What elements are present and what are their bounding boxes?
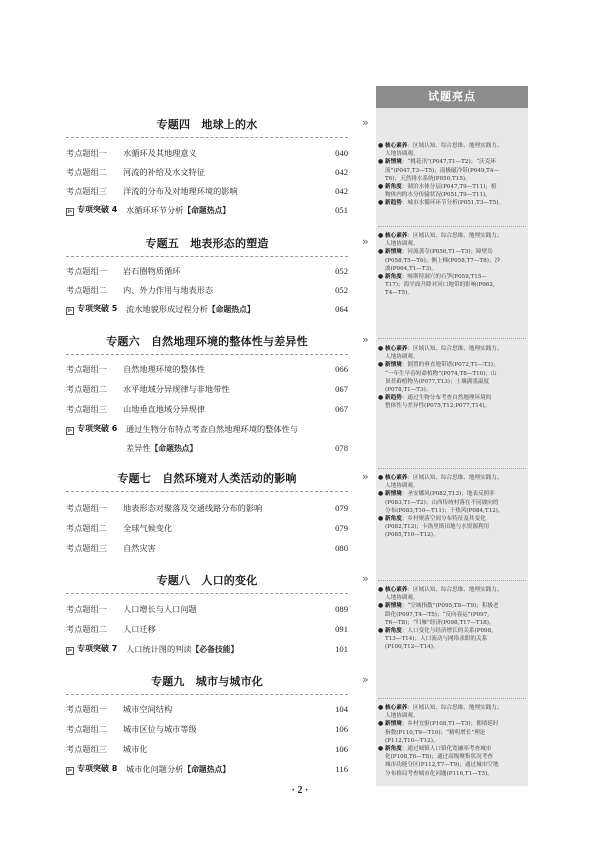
highlight-text: 波(P064,T1—T3)。 [385, 265, 437, 272]
special-label: 专项突破 7 [77, 644, 118, 653]
bullet-icon: ● [378, 232, 384, 239]
highlight-text: 分布格局考查城市化问题(P116,T1—T3)。 [385, 770, 493, 777]
highlight-line [385, 531, 526, 539]
highlight-text: ：城市水循环环节分析(P051,T3—T5)。 [401, 200, 505, 207]
row-page: 051 [335, 205, 348, 215]
highlight-text: ：区域认知、综合思维、地理实践力、 [407, 233, 503, 239]
highlight-key: 新情境 [385, 491, 402, 498]
highlight-line [385, 474, 526, 482]
row-page: 042 [335, 167, 348, 177]
highlight-item [378, 627, 526, 652]
highlight-text: T17)；海平面升降对河口地带的影响(P062, [385, 282, 495, 289]
special-box-icon: ⊳ [67, 647, 73, 654]
highlight-text: ：乡村宜驱(P108,T1—T3)；拥堵延时 [401, 721, 499, 728]
toc-row[interactable] [66, 360, 348, 378]
special-row[interactable] [66, 201, 348, 219]
highlights-header: 试题亮点 [376, 86, 528, 108]
highlight-key: 新趋势 [385, 395, 402, 402]
page-number: · 2 · [291, 785, 309, 796]
row-label: 考点题组一 [66, 364, 107, 374]
special-title: 水循环环节分析 [126, 205, 184, 215]
row-title: 河流的补给及水文特征 [123, 167, 205, 177]
highlight-text: 人地协调观。 [385, 241, 419, 248]
special-tag: 【必备技能】 [191, 645, 239, 654]
highlight-text: 物体内的水分传输状况(P051,T9—T11)。 [385, 192, 491, 199]
highlight-item [378, 273, 526, 298]
row-label: 考点题组一 [66, 604, 107, 614]
row-label: 考点题组三 [66, 186, 107, 196]
row-page: 116 [335, 764, 348, 774]
highlight-divider [378, 580, 526, 581]
bullet-icon: ● [378, 394, 384, 402]
highlight-line [385, 507, 526, 515]
divider [66, 354, 348, 355]
divider [66, 137, 348, 138]
highlight-line [385, 594, 526, 602]
row-title: 自然灾害 [123, 543, 156, 553]
highlight-text: ：“桃花汛”(P047,T1—T2)；“沃克环 [401, 159, 496, 166]
highlight-text: “一年生早春短命植物”(P074,T8—T10)；山 [385, 370, 497, 377]
highlight-item [378, 232, 526, 248]
special-row[interactable] [66, 300, 348, 318]
row-label: 考点题组一 [66, 503, 107, 513]
row-page: 091 [335, 624, 348, 634]
highlight-text: (P100,T12—T14)。 [385, 644, 439, 651]
toc-row[interactable] [66, 262, 348, 280]
bullet-icon: ● [378, 720, 384, 728]
bullet-icon: ● [378, 515, 384, 523]
topic-title[interactable]: 专题五 地表形态的塑造 [145, 237, 269, 250]
highlight-divider [378, 338, 526, 339]
row-title: 岩石圈物质循环 [123, 266, 181, 276]
highlight-text: 整体性与差异性(P075,T12;P077,T14)。 [385, 403, 491, 410]
highlight-line [385, 753, 526, 761]
highlight-line [385, 499, 526, 507]
highlight-text: 人地协调观。 [385, 354, 419, 361]
row-label: 考点题组二 [66, 624, 107, 634]
topic-title[interactable]: 专题八 人口的变化 [156, 574, 258, 587]
special-box-icon: ⊳ [67, 208, 73, 215]
topic-section [66, 333, 348, 349]
highlight-text: ：区域认知、综合思维、地理实践力、 [407, 587, 503, 593]
highlight-key: 核心素养 [385, 587, 408, 593]
highlight-line [385, 370, 526, 378]
highlight-key: 新角度 [385, 746, 402, 753]
highlight-line [385, 378, 526, 386]
bullet-icon: ● [378, 361, 384, 369]
special-title: 人口统计图的判读 [126, 644, 192, 654]
toc-row[interactable] [66, 400, 348, 418]
bullet-icon: ● [378, 248, 384, 256]
chevron-right-icon: » [362, 470, 369, 483]
highlight-line [385, 770, 526, 778]
highlight-text: 人地协调观。 [385, 483, 419, 490]
highlight-text: 指数(P110,T9—T10)；“精明增长”理论 [385, 729, 486, 736]
row-title: 自然地理环境的整体性 [123, 364, 205, 374]
highlight-line [385, 515, 526, 523]
row-title: 内、外力作用与地表形态 [123, 285, 214, 295]
highlight-text: (P082,T12)；卡洛里斯田地与水资源利用 [385, 524, 490, 531]
toc-row[interactable] [66, 720, 348, 738]
highlight-line [385, 232, 526, 240]
highlight-text: T6)；天然排水系统(P050,T15)。 [385, 175, 471, 182]
toc-row[interactable] [66, 499, 348, 517]
special-label: 专项突破 4 [77, 205, 118, 214]
special-row[interactable] [66, 760, 348, 778]
bullet-icon: ● [378, 142, 384, 149]
divider [66, 593, 348, 594]
highlight-item [378, 704, 526, 720]
highlight-line [385, 240, 526, 248]
highlight-text: ：通过城镇人口镇化宽融率考查城市 [401, 746, 492, 753]
special-tag: 【命题热点】 [207, 305, 255, 314]
toc-row[interactable] [66, 182, 348, 200]
highlight-key: 新角度 [385, 274, 402, 281]
row-page: 089 [335, 604, 348, 614]
highlight-text: ：倒置的垂直地带谱(P072,T1—T3)； [401, 362, 499, 369]
topic-title[interactable]: 专题九 城市与城市化 [151, 675, 263, 688]
highlight-line [385, 158, 526, 166]
highlight-key: 新情境 [385, 159, 402, 166]
row-title: 城市空间结构 [123, 704, 173, 714]
bullet-icon: ● [378, 586, 384, 593]
toc-row[interactable] [66, 163, 348, 181]
bullet-icon: ● [378, 745, 384, 753]
special-tag: 【命题热点】 [183, 206, 231, 215]
row-page: 106 [335, 724, 348, 734]
toc-row[interactable] [66, 144, 348, 162]
highlight-line [385, 175, 526, 183]
highlight-line [385, 627, 526, 635]
toc-row[interactable] [66, 600, 348, 618]
highlight-item [378, 490, 526, 515]
highlight-key: 核心素养 [385, 346, 408, 352]
row-label: 考点题组一 [66, 704, 107, 714]
bullet-icon: ● [378, 158, 384, 166]
row-title: 水循环及其地理意义 [123, 148, 197, 158]
row-page: 079 [335, 503, 348, 513]
highlight-text: (P085,T10—T12)。 [385, 532, 439, 539]
highlight-text: ：“空城指数”(P095,T8—T9)；积极老 [401, 603, 499, 610]
toc-row[interactable] [66, 620, 348, 638]
bullet-icon: ● [378, 273, 384, 281]
highlight-divider [378, 698, 526, 699]
highlight-line [385, 199, 526, 207]
row-page: 052 [335, 266, 348, 276]
topic-section [66, 572, 348, 588]
toc-row[interactable] [66, 519, 348, 537]
row-title: 水平地域分异规律与非地带性 [123, 384, 230, 394]
highlight-divider [378, 226, 526, 227]
highlight-line [385, 289, 526, 297]
row-page: 104 [335, 704, 348, 714]
bullet-icon: ● [378, 199, 384, 207]
row-label: 考点题组三 [66, 744, 107, 754]
highlight-text: T6—T8)；“归雁”经济(P098,T17—T18)。 [385, 619, 495, 626]
row-label: 考点题组二 [66, 285, 107, 295]
row-page: 052 [335, 285, 348, 295]
highlight-text: 城市功能分区(P112,T7—T9)；通过城市空地 [385, 762, 499, 769]
highlight-line [385, 150, 526, 158]
topic-section [66, 116, 348, 132]
highlight-text: (P112,T10—T12)。 [385, 737, 439, 744]
highlight-line [385, 761, 526, 769]
toc-row[interactable] [66, 740, 348, 758]
highlight-key: 新情境 [385, 249, 402, 256]
highlight-text: 人地协调观。 [385, 595, 419, 602]
row-title: 山地垂直地域分异规律 [123, 404, 205, 414]
highlight-line [385, 386, 526, 394]
highlight-line [385, 248, 526, 256]
highlight-divider [378, 468, 526, 469]
chevron-right-icon: » [362, 333, 369, 346]
highlight-item [378, 248, 526, 273]
row-title: 人口增长与人口问题 [123, 604, 197, 614]
highlight-item [378, 474, 526, 490]
row-label: 考点题组三 [66, 543, 107, 553]
highlight-line [385, 737, 526, 745]
highlight-text: 化(P108,T6—T8)；通过高级聚集状况考查 [385, 754, 493, 761]
highlight-item [378, 199, 526, 207]
special-tag: 【命题热点】 [183, 765, 231, 774]
topic-title[interactable]: 专题四 地球上的水 [156, 118, 258, 131]
highlight-line [385, 745, 526, 753]
highlight-text: ：河流袭夺(P056,T1—T3)；障壁岛 [401, 249, 493, 256]
highlight-text: ：人口变化与经济增长的关系(P098, [401, 628, 493, 635]
highlight-item [378, 345, 526, 361]
highlight-text: ：区域认知、综合思维、地理实践力、 [407, 143, 503, 149]
highlight-text: ：区域认知、综合思维、地理实践力、 [407, 705, 503, 711]
bullet-icon: ● [378, 490, 384, 498]
chevron-right-icon: » [362, 116, 369, 129]
highlight-text: 人地协调观。 [385, 151, 419, 158]
special-label: 专项突破 5 [77, 304, 118, 313]
highlight-block [378, 345, 526, 411]
highlight-key: 新情境 [385, 721, 402, 728]
row-page: 066 [335, 364, 348, 374]
highlight-item [378, 142, 526, 158]
highlight-text: 人地协调观。 [385, 713, 419, 720]
row-label: 考点题组二 [66, 384, 107, 394]
special-box-icon: ⊳ [67, 767, 73, 774]
special-row-continued[interactable] [126, 439, 348, 458]
special-label: 专项突破 6 [77, 424, 118, 433]
highlight-text: (P078,T1—T3)。 [385, 387, 432, 394]
row-page: 067 [335, 384, 348, 394]
row-label: 考点题组二 [66, 724, 107, 734]
row-label: 考点题组一 [66, 266, 107, 276]
highlight-text: ：湖泊水体分层(P047,T9—T11)；植 [401, 184, 497, 191]
highlight-line [385, 729, 526, 737]
row-page: 080 [335, 543, 348, 553]
row-page: 064 [335, 304, 348, 314]
highlight-line [385, 167, 526, 175]
bullet-icon: ● [378, 602, 384, 610]
topic-title[interactable]: 专题六 自然地理环境的整体性与差异性 [106, 335, 308, 348]
toc-row[interactable] [66, 281, 348, 299]
highlight-item [378, 183, 526, 199]
highlight-key: 核心素养 [385, 233, 408, 239]
special-title: 流水地貌形成过程分析 [126, 304, 208, 314]
topic-title[interactable]: 专题七 自然环境对人类活动的影响 [117, 472, 297, 485]
highlight-item [378, 602, 526, 627]
highlight-block [378, 232, 526, 298]
highlight-line [385, 353, 526, 361]
row-title: 人口迁移 [123, 624, 156, 634]
highlight-item [378, 586, 526, 602]
row-label: 考点题组二 [66, 167, 107, 177]
row-label: 考点题组二 [66, 523, 107, 533]
special-title-line2: 差异性 [126, 443, 151, 453]
highlight-line [385, 611, 526, 619]
toc-row[interactable] [66, 539, 348, 557]
highlight-text: ：通过生物分布考查自然地理环境的 [401, 395, 492, 402]
highlight-line [385, 490, 526, 498]
highlight-block [378, 142, 526, 208]
highlight-line [385, 273, 526, 281]
highlight-line [385, 257, 526, 265]
highlight-line [385, 402, 526, 410]
highlight-line [385, 281, 526, 289]
divider [66, 256, 348, 257]
highlight-line [385, 586, 526, 594]
highlight-text: 顶苔藓植物丛(P077,T13)；土壤满墨温度 [385, 378, 490, 385]
row-page: 078 [335, 443, 348, 453]
highlight-line [385, 265, 526, 273]
highlight-text: T4—T5)。 [385, 290, 413, 297]
highlight-text: T13—T14)；人口流动与网络求职的关系 [385, 636, 488, 643]
highlight-key: 新趋势 [385, 200, 402, 207]
highlight-line [385, 183, 526, 191]
highlight-block [378, 704, 526, 778]
highlight-line [385, 619, 526, 627]
highlight-line [385, 643, 526, 651]
bullet-icon: ● [378, 704, 384, 711]
highlight-text: (P058,T5—T6)；侧上梯(P058,T7—T8)；沙 [385, 257, 501, 264]
row-label: 考点题组三 [66, 404, 107, 414]
row-page: 106 [335, 744, 348, 754]
highlight-line [385, 635, 526, 643]
toc-row[interactable] [66, 380, 348, 398]
bullet-icon: ● [378, 627, 384, 635]
highlight-key: 新角度 [385, 628, 402, 635]
highlight-line [385, 361, 526, 369]
highlight-key: 核心素养 [385, 705, 408, 711]
highlight-item [378, 515, 526, 540]
topic-section [66, 673, 348, 689]
chevron-right-icon: » [362, 673, 369, 686]
highlight-text: ：区域认知、综合思维、地理实践力、 [407, 475, 503, 481]
row-title: 全球气候变化 [123, 523, 173, 533]
highlight-key: 新角度 [385, 184, 402, 191]
toc-row[interactable] [66, 700, 348, 718]
highlight-item [378, 745, 526, 778]
bullet-icon: ● [378, 345, 384, 352]
row-page: 040 [335, 148, 348, 158]
row-title: 洋流的分布及对地理环境的影响 [123, 186, 238, 196]
highlight-text: 龄化(P097,T4—T5)；“反向春运”(P097, [385, 611, 490, 618]
bullet-icon: ● [378, 474, 384, 481]
highlight-line [385, 345, 526, 353]
special-title: 城市化问题分析 [126, 764, 184, 774]
highlight-item [378, 394, 526, 410]
row-page: 042 [335, 186, 348, 196]
highlight-block [378, 474, 526, 540]
bullet-icon: ● [378, 183, 384, 191]
highlight-text: (P083,T1—T2)；山西传统村落在不同坡向的 [385, 499, 499, 506]
highlight-text: 流”(P047,T3—T5)；南极磁冷带(P049,T4— [385, 167, 500, 174]
highlight-key: 核心素养 [385, 143, 408, 149]
special-box-icon: ⊳ [67, 307, 73, 314]
chevron-right-icon: » [362, 572, 369, 585]
highlight-item [378, 720, 526, 745]
highlight-line [385, 704, 526, 712]
highlight-block [378, 586, 526, 652]
row-page: 067 [335, 404, 348, 414]
highlight-line [385, 482, 526, 490]
highlight-line [385, 142, 526, 150]
row-title: 地表形态对聚落及交通线路分布的影响 [123, 503, 263, 513]
special-box-icon: ⊳ [67, 427, 73, 434]
divider [66, 694, 348, 695]
highlight-line [385, 720, 526, 728]
special-row[interactable] [66, 420, 348, 438]
highlight-text: ：乡村聚落空间分布特征及其变化 [401, 516, 486, 523]
row-page: 079 [335, 523, 348, 533]
highlight-key: 核心素养 [385, 475, 408, 481]
highlight-text: ：区域认知、综合思维、地理实践力、 [407, 346, 503, 352]
divider [66, 491, 348, 492]
highlight-line [385, 191, 526, 199]
row-label: 考点题组一 [66, 148, 107, 158]
highlight-text: 分布(P083,T10—T11)；干热风(P084,T12)。 [385, 507, 504, 514]
highlight-line [385, 602, 526, 610]
highlight-item [378, 361, 526, 394]
highlight-line [385, 523, 526, 531]
highlight-text: ：圣安娜风(P082,T13)；地表反照率 [401, 491, 495, 498]
highlight-key: 新情境 [385, 603, 402, 610]
special-title: 通过生物分布特点考查自然地理环境的整体性与 [126, 424, 298, 434]
highlight-line [385, 394, 526, 402]
special-label: 专项突破 8 [77, 764, 118, 773]
highlight-item [378, 158, 526, 183]
highlight-text: ：喀斯特洞穴的石笋(P059,T15— [401, 274, 487, 281]
row-page: 101 [335, 644, 348, 654]
topic-section [66, 235, 348, 251]
highlight-key: 新情境 [385, 362, 402, 369]
row-title: 城市化 [123, 744, 148, 754]
topic-section [66, 470, 348, 486]
chevron-right-icon: » [362, 235, 369, 248]
special-row[interactable] [66, 640, 348, 658]
highlight-key: 新角度 [385, 516, 402, 523]
highlight-line [385, 712, 526, 720]
special-tag: 【命题热点】 [150, 444, 198, 453]
row-title: 城市区位与城市等级 [123, 724, 197, 734]
